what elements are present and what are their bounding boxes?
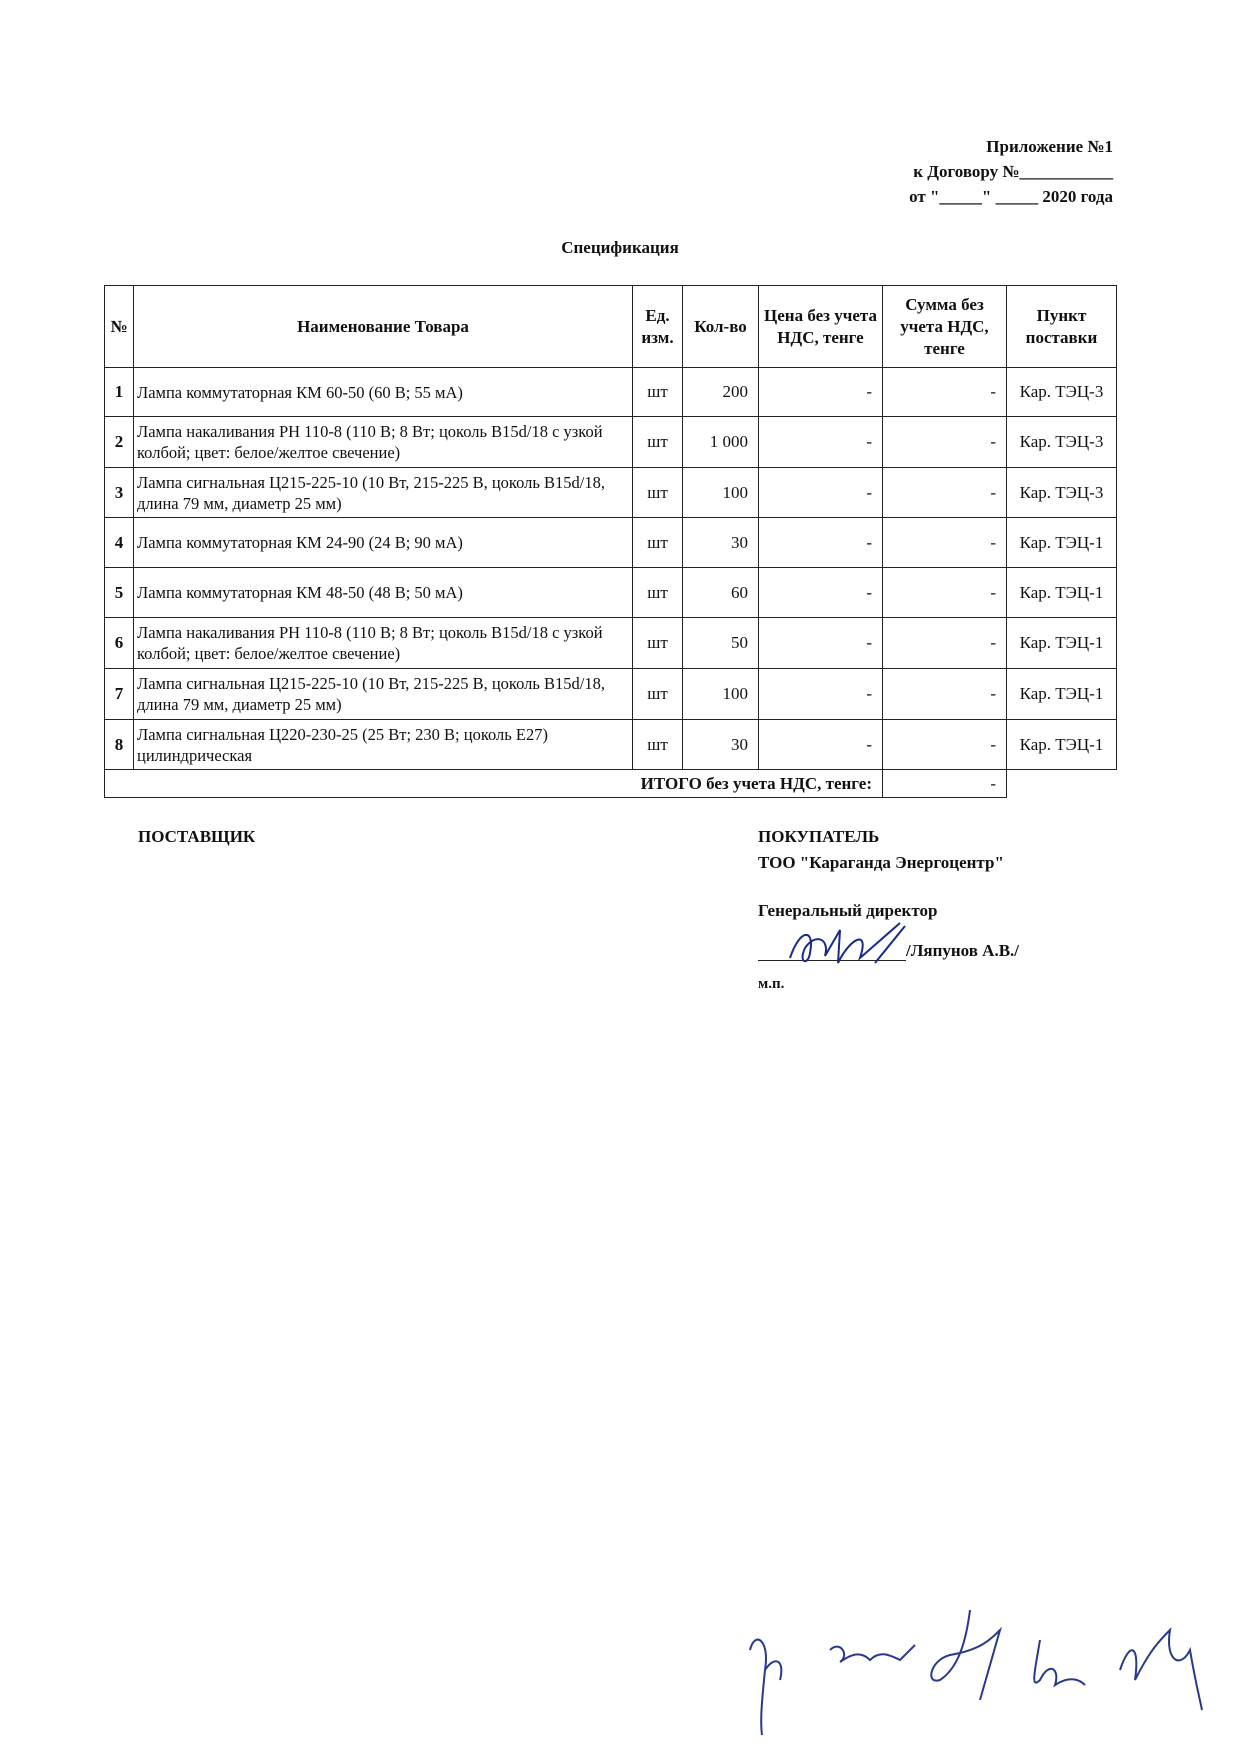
price-cell: - xyxy=(759,368,883,417)
delivery-point-cell: Кар. ТЭЦ-3 xyxy=(1007,468,1117,518)
price-cell: - xyxy=(759,468,883,518)
column-header-sum: Сумма без учета НДС, тенге xyxy=(883,286,1007,368)
buyer-label: ПОКУПАТЕЛЬ xyxy=(758,827,880,846)
specification-table xyxy=(104,285,1117,798)
delivery-point-cell: Кар. ТЭЦ-3 xyxy=(1007,368,1117,417)
quantity-cell: 30 xyxy=(683,518,759,568)
column-header-unit: Ед. изм. xyxy=(633,286,683,368)
row-number: 4 xyxy=(105,518,134,568)
product-name: Лампа коммутаторная КМ 60-50 (60 В; 55 мА) xyxy=(134,368,633,417)
contract-date: от "_____" _____ 2020 года xyxy=(909,187,1113,206)
quantity-cell: 100 xyxy=(683,669,759,720)
sum-cell: - xyxy=(883,417,1007,468)
table-header-row xyxy=(105,286,1117,368)
product-name: Лампа накаливания РН 110-8 (110 В; 8 Вт; цоколь B15d/18 с узкой колбой; цвет: белое/желтое свечение) xyxy=(134,417,633,468)
price-cell: - xyxy=(759,568,883,618)
product-name: Лампа сигнальная Ц215-225-10 (10 Вт, 215-225 В, цоколь B15d/18, длина 79 мм, диаметр 25 мм) xyxy=(134,669,633,720)
total-row xyxy=(105,770,1117,798)
column-header-quantity: Кол-во xyxy=(683,286,759,368)
buyer-position: Генеральный директор xyxy=(758,901,938,920)
table-row xyxy=(105,417,1117,468)
product-name: Лампа коммутаторная КМ 48-50 (48 В; 50 мА) xyxy=(134,568,633,618)
quantity-cell: 50 xyxy=(683,618,759,669)
appendix-header xyxy=(909,134,1113,209)
table-row xyxy=(105,618,1117,669)
sum-cell: - xyxy=(883,368,1007,417)
row-number: 2 xyxy=(105,417,134,468)
buyer-block xyxy=(758,824,1004,924)
unit-cell: шт xyxy=(633,618,683,669)
delivery-point-cell: Кар. ТЭЦ-3 xyxy=(1007,417,1117,468)
initials-signatures xyxy=(740,1600,1220,1740)
price-cell: - xyxy=(759,669,883,720)
quantity-cell: 30 xyxy=(683,720,759,770)
quantity-cell: 200 xyxy=(683,368,759,417)
total-label: ИТОГО без учета НДС, тенге: xyxy=(105,770,883,798)
price-cell: - xyxy=(759,417,883,468)
unit-cell: шт xyxy=(633,720,683,770)
row-number: 3 xyxy=(105,468,134,518)
price-cell: - xyxy=(759,618,883,669)
column-header-delivery-point: Пункт поставки xyxy=(1007,286,1117,368)
quantity-cell: 60 xyxy=(683,568,759,618)
table-row xyxy=(105,669,1117,720)
director-signature xyxy=(780,918,930,978)
contract-reference: к Договору №___________ xyxy=(913,162,1113,181)
sum-cell: - xyxy=(883,618,1007,669)
row-number: 1 xyxy=(105,368,134,417)
unit-cell: шт xyxy=(633,518,683,568)
unit-cell: шт xyxy=(633,417,683,468)
buyer-company: ТОО "Караганда Энергоцентр" xyxy=(758,853,1004,872)
product-name: Лампа сигнальная Ц215-225-10 (10 Вт, 215-225 В, цоколь B15d/18, длина 79 мм, диаметр 25 мм) xyxy=(134,468,633,518)
column-header-price: Цена без учета НДС, тенге xyxy=(759,286,883,368)
unit-cell: шт xyxy=(633,669,683,720)
signatory-name: /Ляпунов А.В./ xyxy=(906,941,1020,960)
table-row xyxy=(105,518,1117,568)
product-name: Лампа накаливания РН 110-8 (110 В; 8 Вт; цоколь B15d/18 с узкой колбой; цвет: белое/желтое свечение) xyxy=(134,618,633,669)
price-cell: - xyxy=(759,720,883,770)
row-number: 6 xyxy=(105,618,134,669)
table-row xyxy=(105,468,1117,518)
column-header-number: № xyxy=(105,286,134,368)
sum-cell: - xyxy=(883,568,1007,618)
row-number: 8 xyxy=(105,720,134,770)
delivery-point-cell: Кар. ТЭЦ-1 xyxy=(1007,568,1117,618)
row-number: 7 xyxy=(105,669,134,720)
quantity-cell: 1 000 xyxy=(683,417,759,468)
sum-cell: - xyxy=(883,669,1007,720)
sum-cell: - xyxy=(883,720,1007,770)
delivery-point-cell: Кар. ТЭЦ-1 xyxy=(1007,518,1117,568)
unit-cell: шт xyxy=(633,368,683,417)
table-row xyxy=(105,568,1117,618)
row-number: 5 xyxy=(105,568,134,618)
column-header-name: Наименование Товара xyxy=(134,286,633,368)
sum-cell: - xyxy=(883,518,1007,568)
sum-cell: - xyxy=(883,468,1007,518)
delivery-point-cell: Кар. ТЭЦ-1 xyxy=(1007,669,1117,720)
page-title: Спецификация xyxy=(561,238,679,257)
stamp-mark: м.п. xyxy=(758,976,785,992)
price-cell: - xyxy=(759,518,883,568)
unit-cell: шт xyxy=(633,468,683,518)
quantity-cell: 100 xyxy=(683,468,759,518)
unit-cell: шт xyxy=(633,568,683,618)
table-row xyxy=(105,720,1117,770)
supplier-block xyxy=(138,824,255,850)
supplier-label: ПОСТАВЩИК xyxy=(138,827,256,846)
delivery-point-cell: Кар. ТЭЦ-1 xyxy=(1007,720,1117,770)
table-row xyxy=(105,368,1117,417)
product-name: Лампа сигнальная Ц220-230-25 (25 Вт; 230 В; цоколь E27) цилиндрическая xyxy=(134,720,633,770)
total-empty-cell xyxy=(1007,770,1117,798)
delivery-point-cell: Кар. ТЭЦ-1 xyxy=(1007,618,1117,669)
total-value: - xyxy=(883,770,1007,798)
appendix-number: Приложение №1 xyxy=(986,137,1113,156)
product-name: Лампа коммутаторная КМ 24-90 (24 В; 90 мА) xyxy=(134,518,633,568)
